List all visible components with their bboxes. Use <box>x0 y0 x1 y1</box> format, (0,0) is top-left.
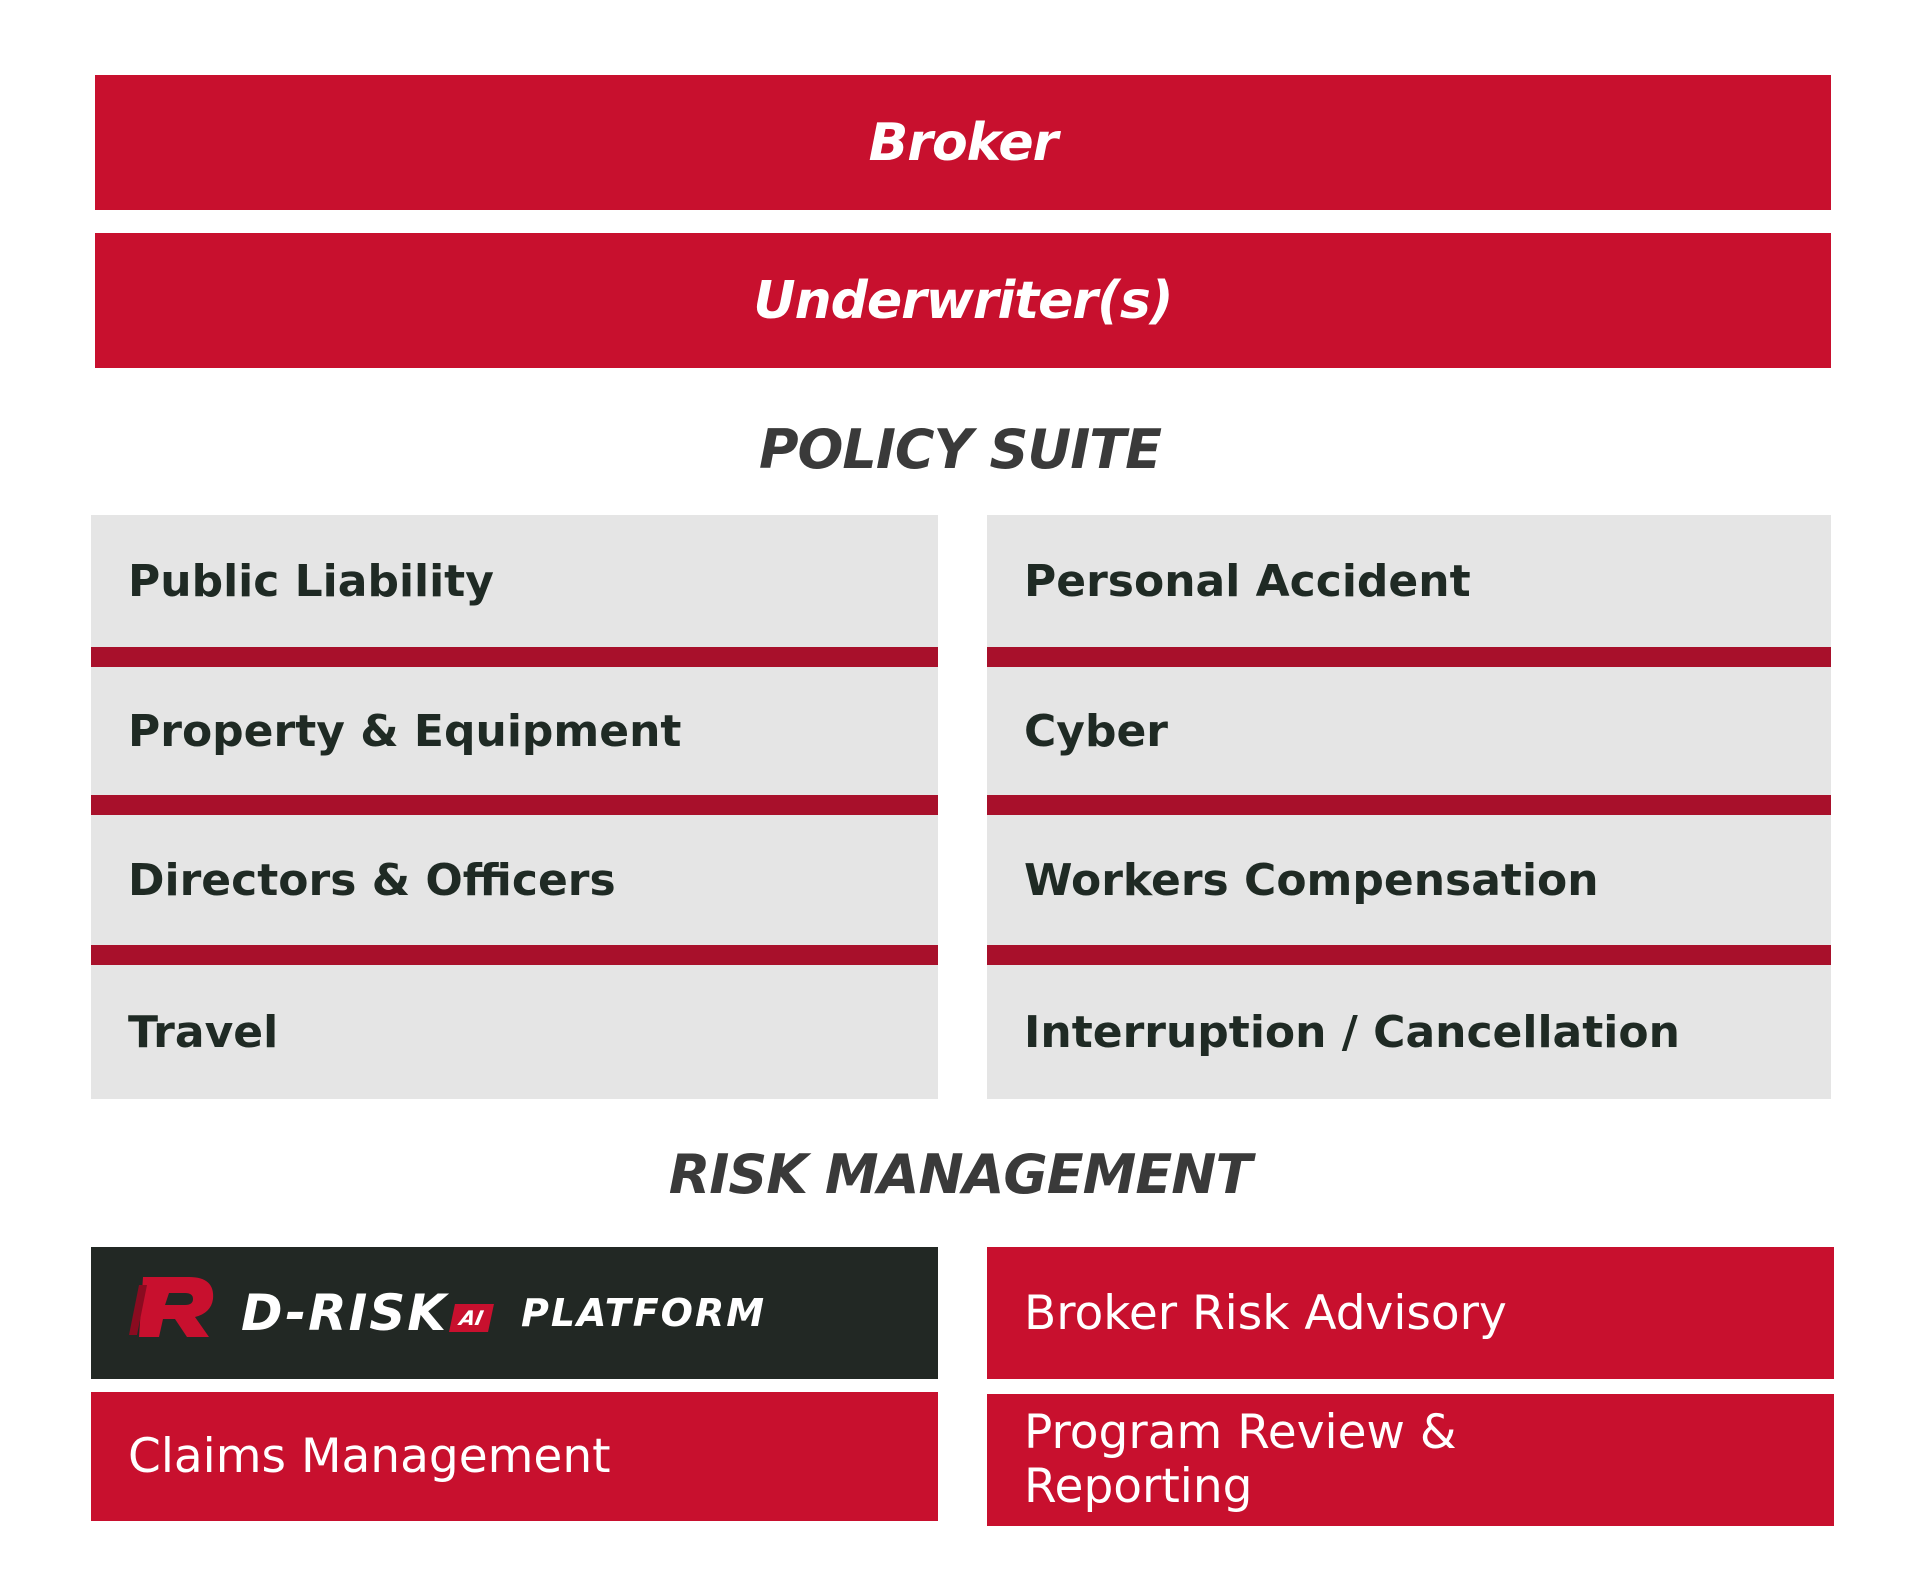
policy-item-label: Public Liability <box>128 555 494 607</box>
risk-management-title: RISK MANAGEMENT <box>668 1143 1252 1206</box>
policy-divider <box>91 945 938 965</box>
policy-item-interruption-cancellation <box>987 965 1831 1099</box>
broker-label: Broker <box>868 112 1058 173</box>
policy-item-label: Travel <box>128 1006 279 1058</box>
policy-item-label: Cyber <box>1024 705 1169 757</box>
broker-banner <box>95 75 1831 210</box>
policy-item-workers-compensation <box>987 815 1831 945</box>
policy-item-directors-officers <box>91 815 938 945</box>
policy-divider <box>91 647 938 667</box>
program-review-line-2: Reporting <box>1024 1459 1253 1514</box>
d-risk-r-logo-icon <box>129 1271 219 1355</box>
policy-column-left <box>91 515 938 1099</box>
claims-management-label: Claims Management <box>128 1429 611 1484</box>
ai-badge: AI <box>449 1304 494 1332</box>
d-risk-logo <box>129 1271 766 1355</box>
d-risk-platform-tile <box>91 1247 938 1379</box>
policy-divider <box>987 945 1831 965</box>
underwriters-banner <box>95 233 1831 368</box>
broker-risk-advisory-label: Broker Risk Advisory <box>1024 1285 1507 1341</box>
claims-management-tile <box>91 1392 938 1521</box>
program-review-reporting-label <box>1024 1406 1457 1514</box>
policy-item-cyber <box>987 667 1831 795</box>
platform-label: PLATFORM <box>520 1291 767 1335</box>
policy-item-personal-accident <box>987 515 1831 647</box>
policy-divider <box>987 795 1831 815</box>
program-review-line-1: Program Review & <box>1024 1405 1457 1460</box>
d-risk-brand: D-RISK <box>241 1284 449 1342</box>
underwriters-label: Underwriter(s) <box>753 270 1173 331</box>
policy-item-travel <box>91 965 938 1099</box>
policy-item-public-liability <box>91 515 938 647</box>
policy-divider <box>987 647 1831 667</box>
policy-item-label: Property & Equipment <box>128 705 682 757</box>
policy-item-label: Interruption / Cancellation <box>1024 1006 1680 1058</box>
policy-item-property-equipment <box>91 667 938 795</box>
policy-divider <box>91 795 938 815</box>
policy-column-right <box>987 515 1831 1099</box>
program-review-reporting-tile <box>987 1394 1834 1526</box>
broker-risk-advisory-tile <box>987 1247 1834 1379</box>
policy-item-label: Directors & Officers <box>128 854 616 906</box>
policy-item-label: Personal Accident <box>1024 555 1471 607</box>
policy-suite-title: POLICY SUITE <box>758 418 1162 481</box>
policy-item-label: Workers Compensation <box>1024 854 1599 906</box>
